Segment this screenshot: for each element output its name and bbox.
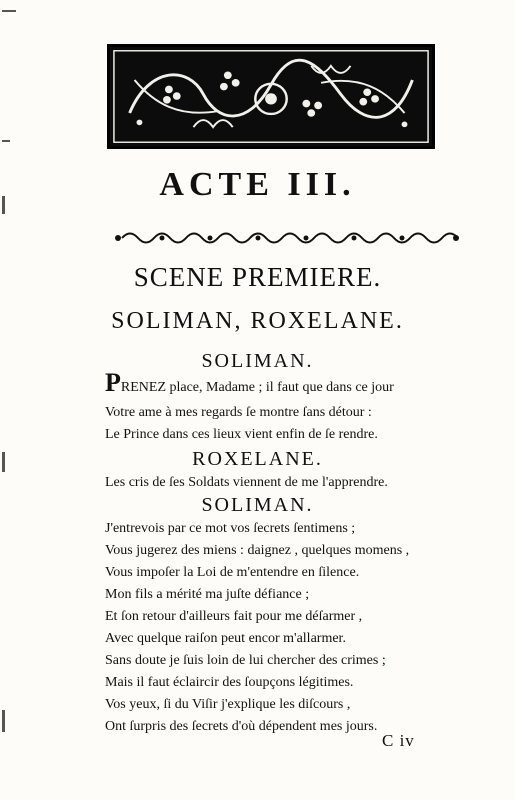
scene-title: SCENE PREMIERE. <box>133 262 382 292</box>
speaker-name: ROXELANE. <box>192 448 323 470</box>
ornamental-divider <box>112 228 462 248</box>
character-list: SOLIMAN, ROXELANE. <box>111 308 404 334</box>
verse-line: Vous impoſer la Loi de m'entendre en ſilence. <box>105 565 360 580</box>
headpiece-ornament <box>107 44 435 149</box>
verse-line: Mon fils a mérité ma juſte défiance ; <box>105 587 310 602</box>
verse-line: Vos yeux, ſi du Viſir j'explique les diſcours , <box>105 697 351 712</box>
verse-line: Vous jugerez des miens : daignez , quelques momens , <box>105 543 410 558</box>
verse-line: Ont ſurpris des ſecrets d'où dépendent mes jours. <box>105 719 378 734</box>
verse-line: Les cris de ſes Soldats viennent de me l'apprendre. <box>105 475 388 490</box>
verse-line: Et ſon retour d'ailleurs fait pour me déſarmer , <box>105 609 363 624</box>
margin-mark <box>2 10 16 12</box>
signature-mark: C iv <box>382 731 415 750</box>
verse-text: RENEZ place, Madame ; il faut que dans ce jour <box>120 380 394 395</box>
speaker-name: SOLIMAN. <box>201 350 314 372</box>
verse-line: Sans doute je ſuis loin de lui chercher des crimes ; <box>105 653 386 668</box>
margin-mark <box>2 140 10 142</box>
verse-line: Votre ame à mes regards ſe montre ſans détour : <box>105 405 372 420</box>
verse-line: J'entrevois par ce mot vos ſecrets ſentimens ; <box>105 521 356 536</box>
margin-mark <box>2 710 5 732</box>
verse-line: Mais il faut éclaircir des ſoupçons légitimes. <box>105 675 354 690</box>
floral-scroll-icon <box>110 47 432 146</box>
verse-line <box>105 368 485 399</box>
verse-line: Avec quelque raiſon peut encor m'allarmer. <box>105 631 346 646</box>
drop-cap: P <box>105 368 121 397</box>
vine-border-icon <box>112 228 462 248</box>
verse-line: Le Prince dans ces lieux vient enfin de ſe rendre. <box>105 427 378 442</box>
act-title: ACTE III. <box>159 166 356 203</box>
speaker-name: SOLIMAN. <box>201 494 314 516</box>
